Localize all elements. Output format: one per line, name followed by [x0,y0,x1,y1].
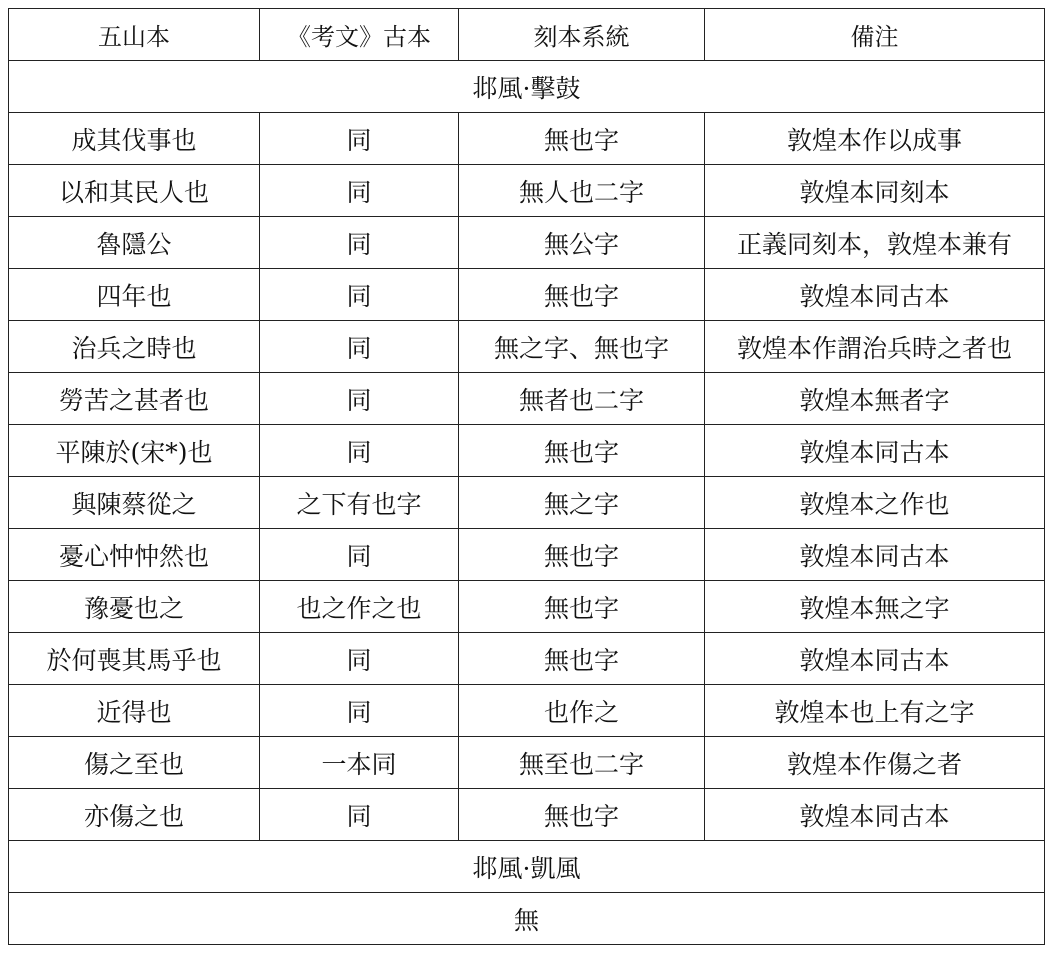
cell-printed: 無也字 [459,789,705,841]
cell-kobun: 同 [260,633,459,685]
cell-remark: 敦煌本同古本 [705,425,1045,477]
header-kobun-ancient-edition: 《考文》古本 [260,9,459,61]
cell-kobun: 同 [260,529,459,581]
cell-printed: 無之字 [459,477,705,529]
table-row [9,685,1045,737]
header-printed-lineage: 刻本系統 [459,9,705,61]
cell-kobun: 同 [260,321,459,373]
cell-gozan: 治兵之時也 [9,321,260,373]
header-gozan-edition: 五山本 [9,9,260,61]
cell-kobun: 同 [260,789,459,841]
cell-remark: 敦煌本作謂治兵時之者也 [705,321,1045,373]
table-row [9,477,1045,529]
cell-kobun: 同 [260,269,459,321]
cell-remark: 敦煌本也上有之字 [705,685,1045,737]
section-title-row [9,841,1045,893]
cell-gozan: 魯隱公 [9,217,260,269]
cell-gozan: 與陳蔡從之 [9,477,260,529]
section-title: 邶風·擊鼓 [9,61,1045,113]
cell-printed: 無人也二字 [459,165,705,217]
cell-gozan: 憂心忡忡然也 [9,529,260,581]
table-row [9,373,1045,425]
cell-gozan: 於何喪其馬乎也 [9,633,260,685]
cell-remark: 敦煌本同刻本 [705,165,1045,217]
cell-gozan: 成其伐事也 [9,113,260,165]
cell-kobun: 同 [260,373,459,425]
cell-gozan: 勞苦之甚者也 [9,373,260,425]
cell-printed: 無也字 [459,425,705,477]
cell-gozan: 四年也 [9,269,260,321]
cell-kobun: 同 [260,425,459,477]
cell-kobun: 一本同 [260,737,459,789]
cell-kobun: 也之作之也 [260,581,459,633]
table-row [9,737,1045,789]
cell-printed: 無者也二字 [459,373,705,425]
table-row [9,113,1045,165]
cell-remark: 敦煌本之作也 [705,477,1045,529]
section-note-row [9,893,1045,945]
cell-gozan: 傷之至也 [9,737,260,789]
cell-printed: 無之字、無也字 [459,321,705,373]
cell-remark: 敦煌本無之字 [705,581,1045,633]
table-row [9,269,1045,321]
cell-printed: 無也字 [459,113,705,165]
section-title: 邶風·凱風 [9,841,1045,893]
table-body [9,61,1045,945]
cell-remark: 敦煌本同古本 [705,633,1045,685]
table-row [9,425,1045,477]
collation-table [8,8,1045,945]
table-header [9,9,1045,61]
cell-kobun: 同 [260,217,459,269]
table-row [9,217,1045,269]
cell-kobun: 之下有也字 [260,477,459,529]
cell-printed: 無也字 [459,581,705,633]
cell-gozan: 平陳於(宋*)也 [9,425,260,477]
cell-gozan: 亦傷之也 [9,789,260,841]
section-note: 無 [9,893,1045,945]
table-row [9,633,1045,685]
cell-kobun: 同 [260,685,459,737]
cell-printed: 無公字 [459,217,705,269]
cell-remark: 敦煌本同古本 [705,789,1045,841]
cell-remark: 正義同刻本，敦煌本兼有 [705,217,1045,269]
cell-remark: 敦煌本同古本 [705,269,1045,321]
cell-printed: 無至也二字 [459,737,705,789]
cell-remark: 敦煌本同古本 [705,529,1045,581]
cell-remark: 敦煌本作以成事 [705,113,1045,165]
table-row [9,321,1045,373]
cell-gozan: 近得也 [9,685,260,737]
table-row [9,529,1045,581]
header-row [9,9,1045,61]
header-remarks: 備注 [705,9,1045,61]
cell-remark: 敦煌本無者字 [705,373,1045,425]
cell-gozan: 以和其民人也 [9,165,260,217]
cell-kobun: 同 [260,113,459,165]
cell-gozan: 豫憂也之 [9,581,260,633]
cell-printed: 無也字 [459,633,705,685]
table-row [9,165,1045,217]
table-row [9,789,1045,841]
section-title-row [9,61,1045,113]
cell-remark: 敦煌本作傷之者 [705,737,1045,789]
cell-printed: 也作之 [459,685,705,737]
cell-kobun: 同 [260,165,459,217]
cell-printed: 無也字 [459,269,705,321]
cell-printed: 無也字 [459,529,705,581]
table-row [9,581,1045,633]
